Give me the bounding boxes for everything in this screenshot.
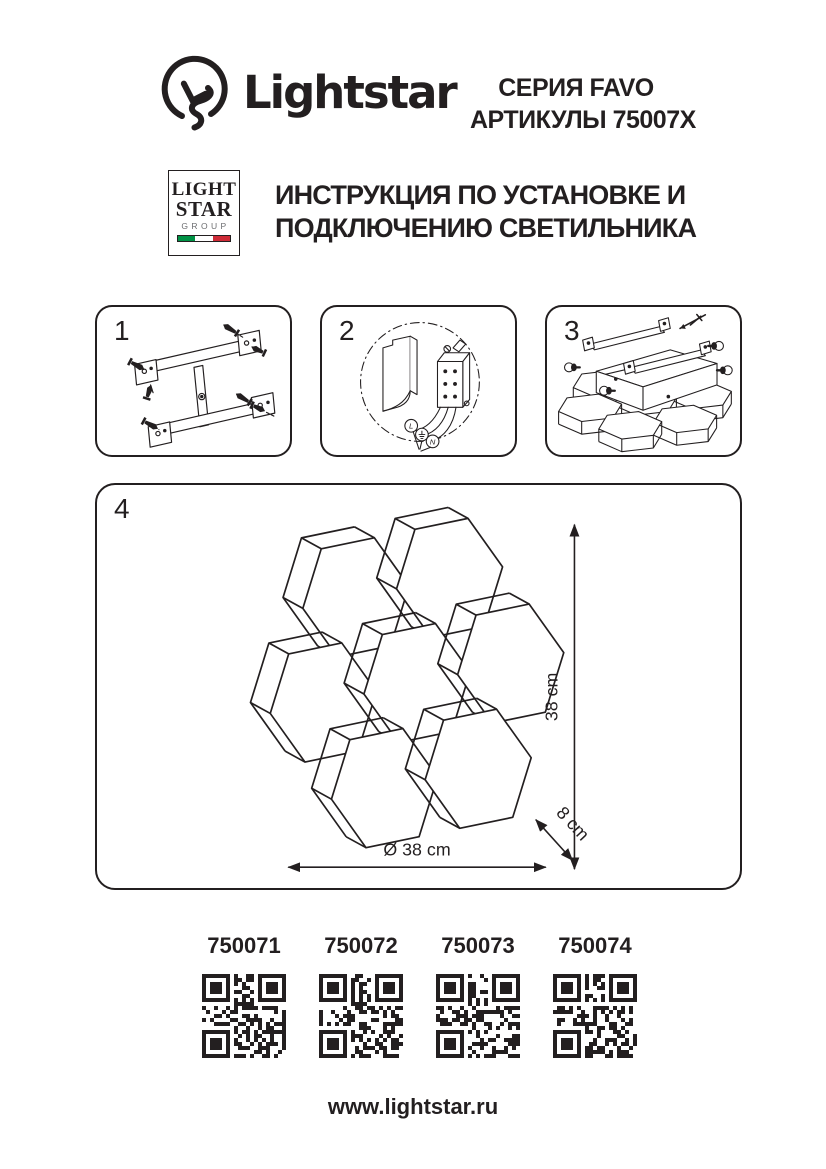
article-column-1 — [185, 933, 303, 1060]
qr-code — [200, 972, 288, 1060]
series-line1: СЕРИЯ FAVO — [498, 74, 654, 102]
article-code: 750073 — [441, 933, 515, 958]
website-url: www.lightstar.ru — [327, 1094, 499, 1119]
step-4-number: 4 — [114, 493, 130, 524]
qr-code — [434, 972, 522, 1060]
title-line2: ПОДКЛЮЧЕНИЮ СВЕТИЛЬНИКА — [275, 213, 697, 243]
article-column-2 — [302, 933, 420, 1060]
step-2-number: 2 — [339, 315, 355, 346]
brand-wordmark: Lightstar — [243, 66, 456, 119]
step-4-diagram-fixture-dimensions — [97, 485, 740, 888]
wire-neutral-label: N — [429, 437, 436, 447]
qr-code — [551, 972, 639, 1060]
step-1-box — [95, 305, 292, 457]
step-4-box — [95, 483, 742, 890]
qr-code — [317, 972, 405, 1060]
article-code: 750072 — [324, 933, 398, 958]
step-3-number: 3 — [564, 315, 580, 346]
italian-flag-bar — [177, 235, 231, 242]
article-column-4 — [536, 933, 654, 1060]
logo-star: STAR — [175, 197, 233, 221]
article-column-3 — [419, 933, 537, 1060]
step-1-number: 1 — [114, 315, 130, 346]
article-code: 750071 — [207, 933, 281, 958]
lightstar-group-logo — [168, 170, 240, 256]
logo-light: LIGHT — [171, 179, 237, 200]
step-2-box — [320, 305, 517, 457]
title-line1: ИНСТРУКЦИЯ ПО УСТАНОВКЕ И — [275, 180, 686, 210]
document-title — [275, 179, 696, 245]
height-dimension-label: 38 cm — [541, 672, 562, 722]
diameter-dimension-label: Ø 38 cm — [383, 839, 451, 860]
lightstar-bulb-icon — [152, 50, 244, 146]
series-header — [470, 72, 696, 136]
logo-group: GROUP — [181, 221, 230, 231]
step-3-box — [545, 305, 742, 457]
depth-dimension-label: 8 cm — [552, 802, 594, 845]
article-code: 750074 — [558, 933, 632, 958]
series-line2: АРТИКУЛЫ 75007X — [470, 106, 696, 134]
wire-live-label: L — [409, 421, 414, 431]
